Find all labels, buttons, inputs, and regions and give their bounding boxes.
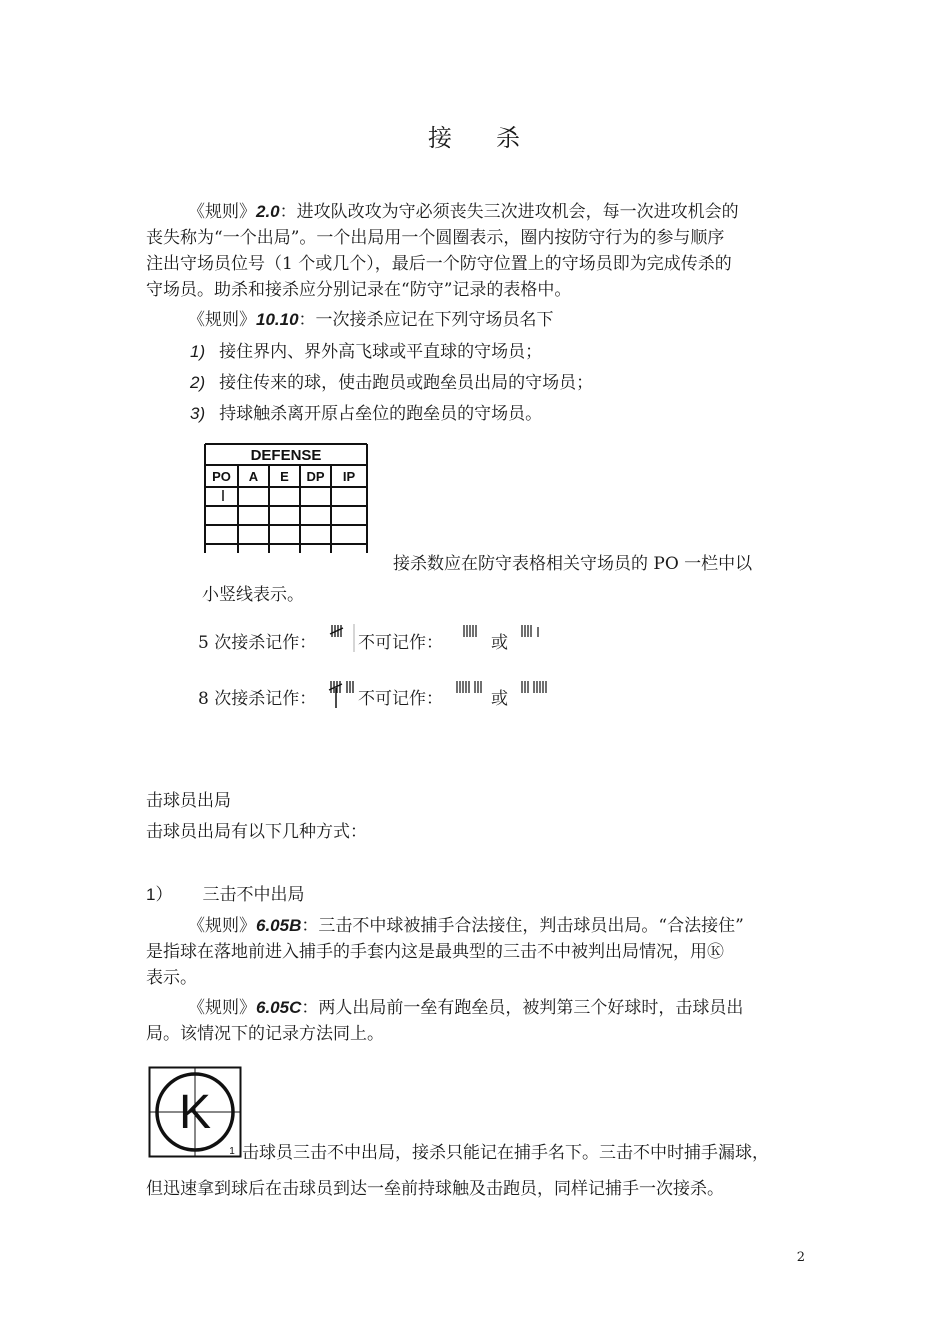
section-intro: 击球员出局有以下几种方式：: [146, 822, 367, 842]
item-1: 1） 三击不中出局: [146, 885, 305, 905]
tally-eight-wrong-a: [455, 678, 485, 696]
tally-eight-correct: [328, 678, 358, 710]
tally-five-row: 5 次接杀记作：: [198, 633, 317, 653]
defense-col-e: E: [280, 469, 289, 484]
strikeout-k: K: [178, 1086, 212, 1139]
tally-five-correct: [328, 622, 358, 652]
k-caption-line2: 但迅速拿到球后在击球员到达一垒前持球触及击跑员，同样记捕手一次接杀。: [146, 1179, 724, 1199]
rule-10-10-heading: 《规则》10.10：一次接杀应记在下列守场员名下: [188, 310, 554, 330]
tally-five-not-label: 不可记作：: [358, 633, 443, 653]
rule-2-0-line3: 注出守场员位号（1 个或几个），最后一个防守位置上的守场员即为完成传杀的: [146, 254, 732, 274]
rule-10-10-item-2: 2) 接住传来的球，使击跑员或跑垒员出局的守场员；: [190, 373, 594, 393]
defense-caption-line2: 小竖线表示。: [202, 585, 304, 605]
page-title: 接 杀: [428, 124, 522, 152]
rule-2-0-line2: 丧失称为“一个出局”。一个出局用一个圆圈表示，圈内按防守行为的参与顺序: [146, 228, 725, 248]
tally-five-or: 或: [491, 633, 508, 653]
defense-table: [204, 443, 368, 553]
defense-caption-line1: 接杀数应在防守表格相关守场员的 PO 一栏中以: [393, 554, 753, 574]
rule-10-10-item-1: 1) 接住界内、界外高飞球或平直球的守场员；: [190, 342, 543, 362]
tally-five-wrong-a: [462, 622, 478, 640]
rule-6-05b-line1: 《规则》6.05B：三击不中球被捕手合法接住，判击球员出局。“合法接住”: [188, 916, 744, 936]
rule-2-0-line1: 《规则》2.0：进攻队改攻为守必须丧失三次进攻机会，每一次进攻机会的: [188, 202, 739, 222]
defense-title: DEFENSE: [250, 447, 322, 464]
section-heading: 击球员出局: [146, 791, 231, 811]
fielder-number: 1: [229, 1146, 235, 1157]
tally-five-wrong-b: [520, 622, 542, 640]
rule-6-05c-line1: 《规则》6.05C：两人出局前一垒有跑垒员，被判第三个好球时，击球员出: [188, 998, 744, 1018]
page-number: 2: [796, 1250, 805, 1265]
rule-6-05c-line2: 局。该情况下的记录方法同上。: [146, 1024, 384, 1044]
k-caption-line1: 击球员三击不中出局，接杀只能记在捕手名下。三击不中时捕手漏球，: [242, 1143, 769, 1163]
rule-2-0-line4: 守场员。助杀和接杀应分别记录在“防守”记录的表格中。: [146, 280, 572, 300]
defense-col-po: PO: [212, 469, 231, 484]
rule-6-05b-line3: 表示。: [146, 968, 197, 988]
rule-6-05b-line2: 是指球在落地前进入捕手的手套内这是最典型的三击不中被判出局情况，用Ⓚ: [146, 942, 724, 962]
defense-col-ip: IP: [342, 469, 356, 484]
strikeout-scorebox: [148, 1066, 242, 1158]
defense-col-dp: DP: [306, 469, 325, 484]
tally-eight-or: 或: [491, 689, 508, 709]
tally-eight-row: 8 次接杀记作：: [198, 689, 317, 709]
defense-col-a: A: [248, 469, 259, 484]
tally-eight-not-label: 不可记作：: [358, 689, 443, 709]
tally-eight-wrong-b: [520, 678, 550, 696]
rule-10-10-item-3: 3) 持球触杀离开原占垒位的跑垒员的守场员。: [190, 404, 543, 424]
